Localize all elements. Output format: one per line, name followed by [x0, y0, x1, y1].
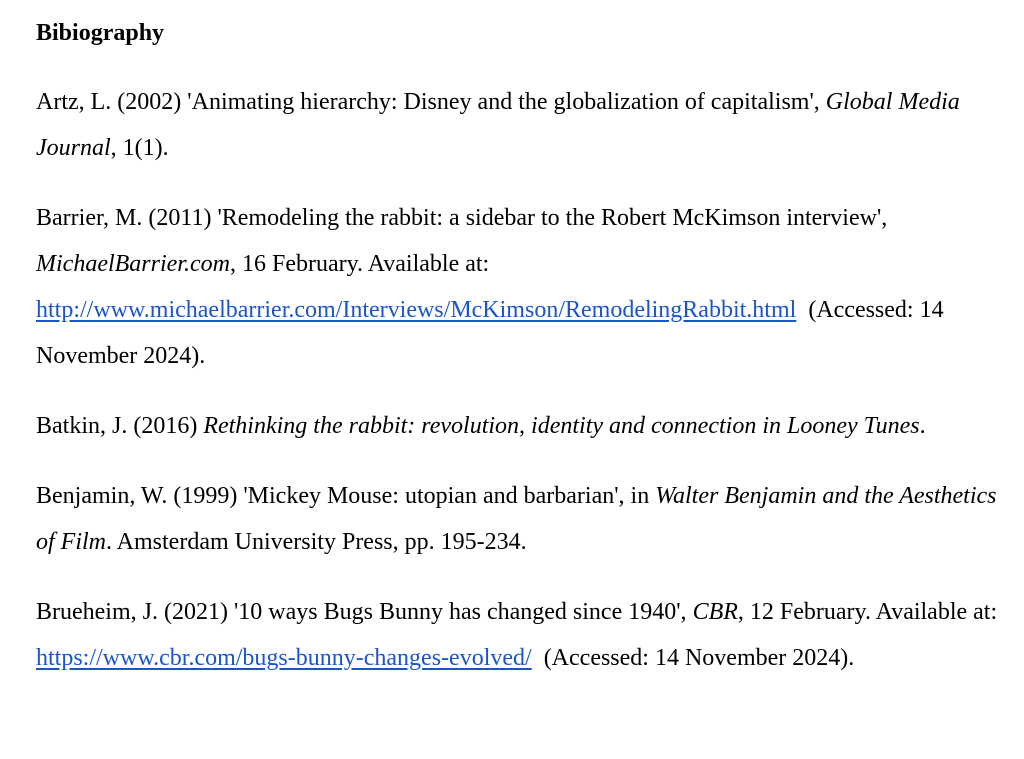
- entry-details: , 12 February. Available at:: [737, 599, 998, 625]
- entry-source: MichaelBarrier.com: [36, 251, 230, 277]
- bibliography-entry-artz: [36, 79, 1004, 171]
- entry-url-link[interactable]: https://www.cbr.com/bugs-bunny-changes-evolved/: [36, 645, 532, 671]
- entry-accessed: (Accessed: 14 November 2024).: [36, 297, 950, 369]
- page-title: Bibiography: [36, 20, 165, 46]
- entry-author-year: Benjamin, W. (1999): [36, 483, 244, 509]
- entry-source: Global Media Journal: [36, 89, 960, 161]
- entry-title: 'Mickey Mouse: utopian and barbarian', in: [243, 483, 656, 509]
- entry-title: 'Remodeling the rabbit: a sidebar to the Robert McKimson interview',: [217, 205, 888, 231]
- bibliography-entry-benjamin: [36, 473, 1004, 565]
- entry-source: CBR: [692, 599, 738, 625]
- entry-details: .: [919, 413, 926, 439]
- bibliography-entry-barrier: [36, 195, 1004, 379]
- entry-author-year: Barrier, M. (2011): [36, 205, 218, 231]
- entry-details: , 1(1).: [110, 135, 169, 161]
- entry-url-link[interactable]: http://www.michaelbarrier.com/Interviews/McKimson/RemodelingRabbit.html: [36, 297, 797, 323]
- entry-details: . Amsterdam University Press, pp. 195-234.: [106, 529, 527, 555]
- entry-title: '10 ways Bugs Bunny has changed since 1940',: [233, 599, 693, 625]
- entry-details: , 16 February. Available at:: [229, 251, 490, 277]
- entry-author-year: Brueheim, J. (2021): [36, 599, 234, 625]
- entry-author-year: Batkin, J. (2016): [36, 413, 204, 439]
- bibliography-entry-batkin: [36, 403, 1004, 449]
- entry-source: Rethinking the rabbit: revolution, identity and connection in Looney Tunes: [203, 413, 920, 439]
- entry-author-year: Artz, L. (2002): [36, 89, 188, 115]
- entry-source: Walter Benjamin and the Aesthetics of Film: [36, 483, 997, 555]
- entry-title: 'Animating hierarchy: Disney and the globalization of capitalism',: [187, 89, 826, 115]
- bibliography-entry-brueheim: [36, 589, 1004, 681]
- entry-accessed: (Accessed: 14 November 2024).: [531, 645, 855, 671]
